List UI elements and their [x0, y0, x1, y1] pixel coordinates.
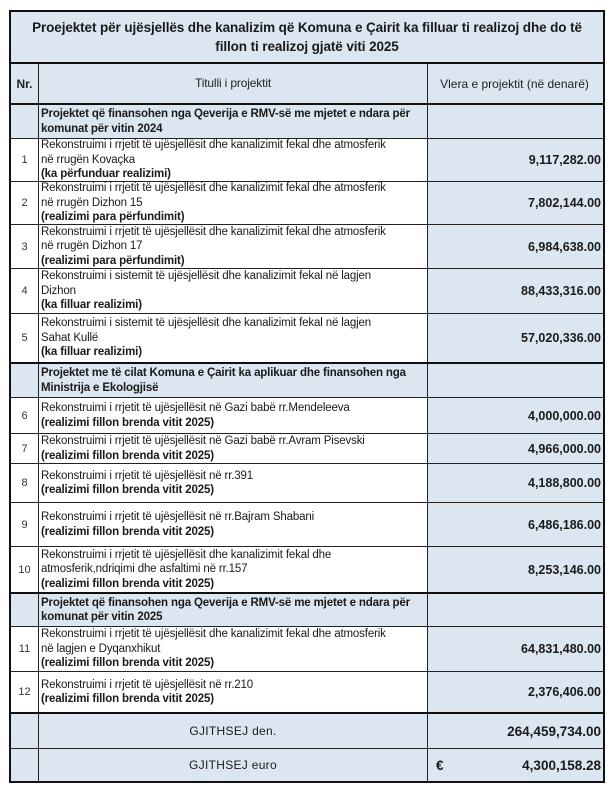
row-title: Rekonstruimi i rrjetit të ujësjellësit në rr.210 (realizimi fillon brenda vitit 2025) [39, 672, 428, 712]
section-header [11, 362, 603, 397]
row-nr: 12 [11, 672, 39, 712]
row-title: Rekonstruimi i rrjetit të ujësjellësit dhe kanalizimit fekal dhe atmosferik,ndriqimi dhe asfaltimi në rr.157 (realizimi fillon brenda vitit 2025) [39, 547, 428, 592]
row-status: (ka filluar realizimi) [41, 346, 142, 359]
row-title: Rekonstruimi i rrjetit të ujësjellësit dhe kanalizimit fekal dhe atmosferik në lagjen e Dyqanxhikut (realizimi fillon brenda vitit 2025) [39, 627, 428, 671]
row-title: Rekonstruimi i sistemit të ujësjellësit dhe kanalizimit fekal në lagjen Sahat Kullë (ka filluar realizimi) [39, 314, 428, 362]
section-header [11, 592, 603, 626]
section-label: Projektet që finansohen nga Qeverija e RMV-së me mjetet e ndara për komunat për vitin 2025 [39, 594, 428, 626]
row-nr: 2 [11, 182, 39, 224]
projects-table [9, 10, 605, 783]
row-nr: 3 [11, 225, 39, 268]
row-title: Rekonstruimi i rrjetit të ujësjellësit në rr.391 (realizimi fillon brenda vitit 2025) [39, 464, 428, 502]
table-row [11, 313, 603, 362]
header-title: Titulli i projektit [39, 64, 428, 103]
table-row [11, 626, 603, 671]
row-nr: 5 [11, 314, 39, 362]
row-nr: 4 [11, 269, 39, 313]
table-row [11, 138, 603, 181]
row-title: Rekonstruimi i rrjetit të ujësjellësit në rr.Bajram Shabani (realizimi fillon brenda vitit 2025) [39, 503, 428, 546]
header-nr: Nr. [11, 64, 39, 103]
row-value: 8,253,146.00 [428, 547, 603, 592]
row-status: (ka përfunduar realizimi) [41, 168, 171, 181]
row-status: (realizimi fillon brenda vitit 2025) [41, 577, 214, 590]
section-header [11, 103, 603, 138]
row-status: (realizimi para përfundimit) [41, 211, 185, 224]
table-row [11, 546, 603, 592]
row-status: (realizimi fillon brenda vitit 2025) [41, 525, 214, 538]
row-nr: 8 [11, 464, 39, 502]
row-nr: 9 [11, 503, 39, 546]
header-row [11, 62, 603, 103]
table-row [11, 671, 603, 712]
row-value: 4,966,000.00 [428, 434, 603, 463]
row-status: (realizimi fillon brenda vitit 2025) [41, 657, 214, 670]
row-status: (realizimi fillon brenda vitit 2025) [41, 449, 214, 462]
total-den-row [11, 712, 603, 748]
total-euro-value: 4,300,158.28 [522, 757, 601, 773]
table-row [11, 463, 603, 502]
row-title: Rekonstruimi i rrjetit të ujësjellësit dhe kanalizimit fekal dhe atmosferik në rrugën Kovaçka (ka përfunduar realizimi) [39, 139, 428, 181]
row-status: (ka filluar realizimi) [41, 299, 142, 312]
total-euro-row [11, 748, 603, 781]
row-value: 4,188,800.00 [428, 464, 603, 502]
row-nr: 1 [11, 139, 39, 181]
header-value: Vlera e projektit (në denarë) [428, 64, 603, 103]
total-den-label: GJITHSEJ den. [39, 714, 428, 748]
row-value: 6,984,638.00 [428, 225, 603, 268]
total-den-value: 264,459,734.00 [507, 723, 601, 739]
section-label: Projektet që finansohen nga Qeverija e RMV-së me mjetet e ndara për komunat për vitin 2024 [39, 105, 428, 138]
row-value: 88,433,316.00 [428, 269, 603, 313]
row-nr: 6 [11, 398, 39, 433]
row-nr: 11 [11, 627, 39, 671]
row-title: Rekonstruimi i sistemit të ujësjellësit dhe kanalizimit fekal në lagjen Dizhon (ka filluar realizimi) [39, 269, 428, 313]
table-row [11, 502, 603, 546]
row-title: Rekonstruimi i rrjetit të ujësjellësit dhe kanalizimit fekal dhe atmosferik në rrugën Dizhon 17 (realizimi para përfundimit) [39, 225, 428, 268]
table-row [11, 224, 603, 268]
table-row [11, 268, 603, 313]
row-value: 6,486,186.00 [428, 503, 603, 546]
table-row [11, 433, 603, 463]
row-status: (realizimi para përfundimit) [41, 254, 185, 267]
row-value: 57,020,336.00 [428, 314, 603, 362]
row-status: (realizimi fillon brenda vitit 2025) [41, 484, 214, 496]
row-status: (realizimi fillon brenda vitit 2025) [41, 693, 214, 705]
row-nr: 10 [11, 547, 39, 592]
row-title: Rekonstruimi i rrjetit të ujësjellësit dhe kanalizimit fekal dhe atmosferik në rrugën Dizhon 15 (realizimi para përfundimit) [39, 182, 428, 224]
row-title: Rekonstruimi i rrjetit të ujësjellësit në Gazi babë rr.Avram Pisevski (realizimi fillon brenda vitit 2025) [39, 434, 428, 463]
section-label: Projektet me të cilat Komuna e Çairit ka aplikuar dhe finansohen nga Ministrija e Ekologjisë [39, 364, 428, 397]
euro-symbol: € [436, 757, 444, 773]
row-title: Rekonstruimi i rrjetit të ujësjellësit në Gazi babë rr.Mendeleeva (realizimi fillon brenda vitit 2025) [39, 398, 428, 433]
row-nr: 7 [11, 434, 39, 463]
row-status: (realizimi fillon brenda vitit 2025) [41, 416, 214, 429]
row-value: 7,802,144.00 [428, 182, 603, 224]
row-value: 4,000,000.00 [428, 398, 603, 433]
table-row [11, 181, 603, 224]
row-value: 64,831,480.00 [428, 627, 603, 671]
row-value: 9,117,282.00 [428, 139, 603, 181]
table-title: Proejektet për ujësjellës dhe kanalizim që Komuna e Çairit ka filluar ti realizoj dhe do të fillon ti realizoj gjatë viti 2025 [11, 12, 603, 62]
row-value: 2,376,406.00 [428, 672, 603, 712]
total-euro-label: GJITHSEJ euro [39, 749, 428, 781]
table-row [11, 397, 603, 433]
